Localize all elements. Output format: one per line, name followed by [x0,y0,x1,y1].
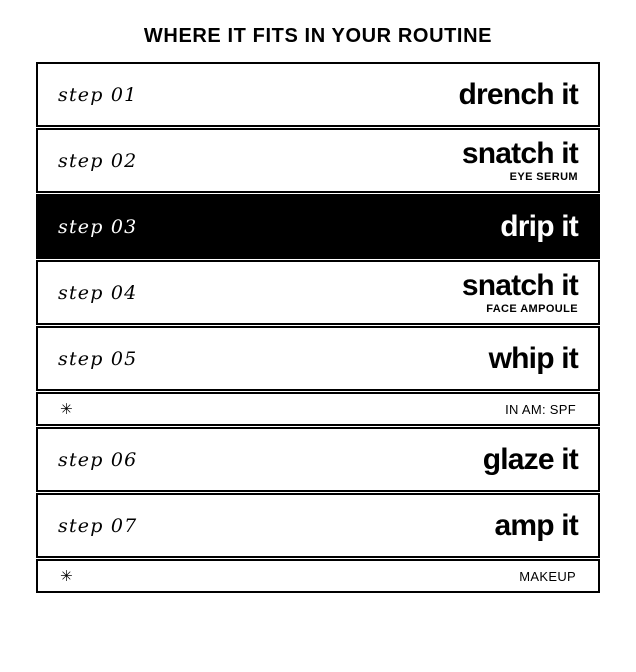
product-block [482,442,578,476]
product-block [500,209,578,243]
product-block [461,136,578,183]
product-subtitle: EYE SERUM [509,170,578,183]
step-label: step 04 [58,281,138,304]
note-text: IN AM: SPF [505,401,576,417]
product-block [458,77,578,111]
product-name: snatch it [461,268,578,302]
routine-row-step-05[interactable] [36,326,600,391]
routine-row-step-01[interactable] [36,62,600,127]
routine-step-list [36,62,600,593]
product-block [488,341,578,375]
routine-row-step-06[interactable] [36,427,600,492]
routine-row-step-04[interactable] [36,260,600,325]
asterisk-icon: ✳ [60,566,73,585]
product-block [494,508,578,542]
product-name: whip it [488,341,578,375]
routine-row-note-makeup [36,559,600,593]
routine-row-step-07[interactable] [36,493,600,558]
step-label: step 06 [58,448,138,471]
routine-row-step-03[interactable] [36,194,600,259]
product-name: glaze it [482,442,578,476]
step-label: step 07 [58,514,138,537]
product-name: drip it [500,209,578,243]
step-label: step 05 [58,347,138,370]
asterisk-icon: ✳ [60,399,73,418]
product-name: amp it [494,508,578,542]
product-name: snatch it [461,136,578,170]
page-title: WHERE IT FITS IN YOUR ROUTINE [143,25,493,47]
step-label: step 02 [58,149,138,172]
product-name: drench it [458,77,578,111]
product-block [461,268,578,315]
routine-row-step-02[interactable] [36,128,600,193]
step-label: step 01 [58,83,138,106]
routine-row-note-spf [36,392,600,426]
step-label: step 03 [58,215,138,238]
note-text: MAKEUP [519,568,576,584]
product-subtitle: FACE AMPOULE [486,302,578,315]
